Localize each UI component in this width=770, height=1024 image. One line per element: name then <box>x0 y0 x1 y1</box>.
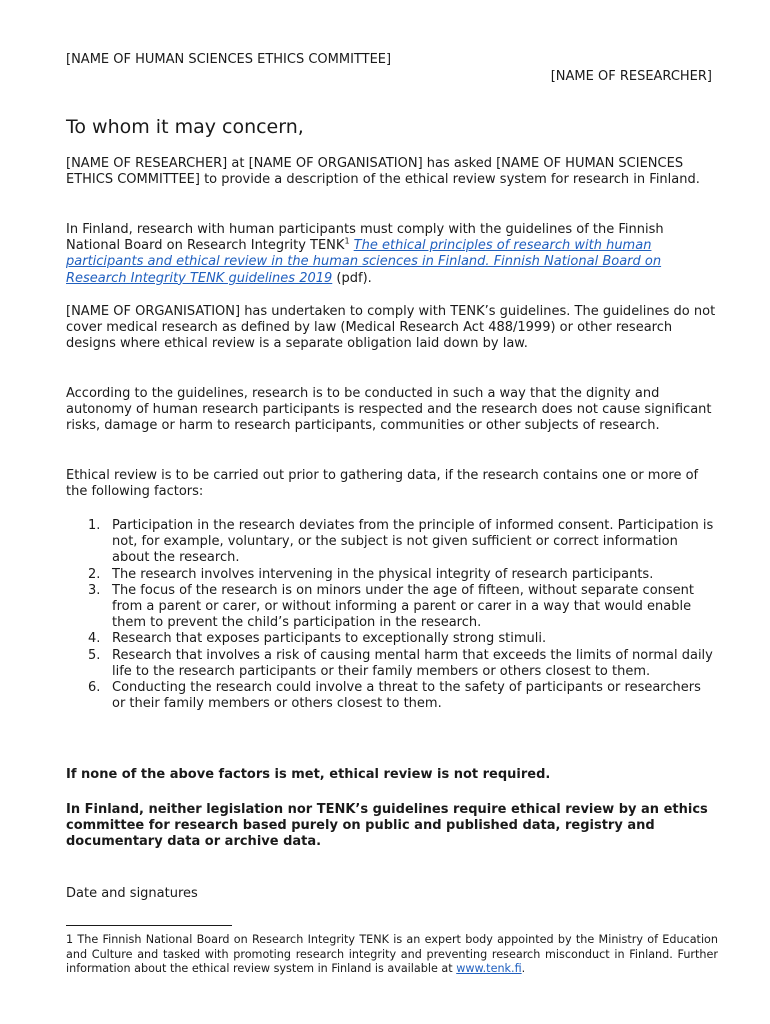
intro-paragraph: [NAME OF RESEARCHER] at [NAME OF ORGANISATION] has asked [NAME OF HUMAN SCIENCES ETHICS COMMITTEE] to provide a description of the ethical review system for research in Finland. <box>66 156 700 188</box>
salutation: To whom it may concern, <box>66 116 304 138</box>
public-data-note: In Finland, neither legislation nor TENK’s guidelines require ethical review by an ethics committee for research based purely on public and published data, registry and documentary data or archive data. <box>66 802 708 850</box>
factor-text: Research that involves a risk of causing mental harm that exceeds the limits of normal daily life to the research participants or their family members or others closest to them. <box>112 647 713 679</box>
factor-item <box>66 631 716 647</box>
pdf-label: (pdf). <box>332 270 372 286</box>
footnote-end: . <box>521 962 526 976</box>
factor-number: 4. <box>88 631 101 647</box>
factor-text: The research involves intervening in the physical integrity of research participants. <box>112 566 654 582</box>
factor-number: 2. <box>88 566 101 582</box>
tenk-website-link[interactable]: www.tenk.fi <box>456 962 522 976</box>
tenk-guidelines-link[interactable]: The ethical principles of research with human participants and ethical review in the human sciences in Finland. Finnish National Board on Research Integrity TENK guidelines 2019 <box>66 238 662 286</box>
factor-item <box>66 680 716 712</box>
footnote <box>66 933 718 977</box>
factor-text: Conducting the research could involve a threat to the safety of participants or researchers or their family members or others closest to them. <box>112 680 701 712</box>
committee-name: [NAME OF HUMAN SCIENCES ETHICS COMMITTEE] <box>66 52 392 67</box>
guidelines-paragraph <box>66 222 716 287</box>
organisation-paragraph: [NAME OF ORGANISATION] has undertaken to comply with TENK’s guidelines. The guidelines do not cover medical research as defined by law (Medical Research Act 488/1999) or other research designs where ethical review is a separate obligation laid down by law. <box>66 304 716 352</box>
footnote-text: The Finnish National Board on Research Integrity TENK is an expert body appointed by the Ministry of Education and Culture and tasked with promoting research integrity and preventing research misconduct in Finland. Further information about the ethical review system in Finland is available at <box>66 933 718 976</box>
date-and-signatures: Date and signatures <box>66 886 198 901</box>
factors-list <box>66 518 716 712</box>
factor-number: 6. <box>88 680 101 696</box>
factor-item <box>66 567 716 583</box>
researcher-name: [NAME OF RESEARCHER] <box>550 69 712 84</box>
no-review-note: If none of the above factors is met, ethical review is not required. <box>66 767 551 782</box>
factor-item <box>66 648 716 680</box>
footnote-number: 1 <box>66 933 74 946</box>
factor-number: 5. <box>88 647 101 663</box>
footnote-ref: 1 <box>344 236 350 246</box>
guidelines-text: In Finland, research with human participants must comply with the guidelines of the Finnish National Board on Research Integrity TENK <box>66 222 664 254</box>
factor-number: 1. <box>88 518 101 533</box>
footnote-separator <box>66 925 232 926</box>
factor-number: 3. <box>88 582 101 598</box>
factor-item <box>66 518 716 567</box>
factor-text: The focus of the research is on minors under the age of fifteen, without separate consent from a parent or carer, or without informing a parent or carer in a way that would enable them to prevent the child’s participation in the research. <box>112 582 694 631</box>
factor-text: Research that exposes participants to exceptionally strong stimuli. <box>112 631 547 647</box>
factor-item <box>66 583 716 632</box>
principles-paragraph: According to the guidelines, research is to be conducted in such a way that the dignity and autonomy of human research participants is respected and the research does not cause significant risks, damage or harm to research participants, communities or other subjects of research. <box>66 386 712 434</box>
review-paragraph: Ethical review is to be carried out prior to gathering data, if the research contains one or more of the following factors: <box>66 468 699 500</box>
factor-text: Participation in the research deviates from the principle of informed consent. Participation is not, for example, voluntary, or the subject is not given sufficient or correct information about the research. <box>112 518 714 566</box>
